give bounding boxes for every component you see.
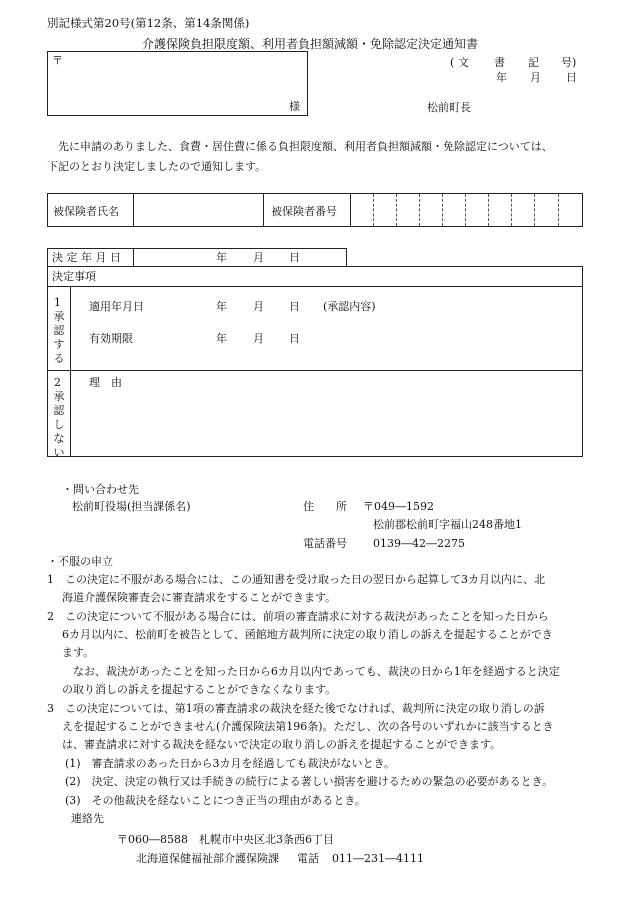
reason-label: 理 由 [89, 376, 122, 389]
decision-matters-label: 決定事項 [52, 270, 96, 283]
appeal-line: (1) 審査請求のあった日から3カ月を経過しても裁決がないとき。 [65, 757, 396, 770]
doc-number-bun: 文 [458, 56, 469, 69]
approve-char: 承 [53, 310, 65, 323]
digit-separator [511, 194, 512, 226]
insured-table-divider [263, 193, 264, 227]
appeal-line: (2) 決定、決定の執行又は手続きの続行による著しい損害を避けるための緊急の必要があるとき。 [65, 775, 554, 788]
appeal-line: なお、裁決があったことを知った日から6カ月以内であっても、裁決の日から1年を経過すると決定 [62, 665, 560, 678]
decision-date-month: 月 [253, 251, 264, 264]
valid-period-month: 月 [253, 332, 264, 345]
reject-char: 認 [53, 404, 65, 417]
digit-separator [442, 194, 443, 226]
contact-phone: 0139―42―2275 [373, 537, 465, 550]
decision-date-day: 日 [289, 251, 300, 264]
appeal-line: (3) その他裁決を経ないことにつき正当の理由があるとき。 [65, 794, 366, 807]
approve-char: す [53, 338, 65, 351]
hokkaido-phone-label: 電話 [297, 852, 319, 865]
reject-vertical-label [52, 390, 66, 460]
reject-number: 2 [54, 376, 61, 389]
issue-date-month: 月 [530, 71, 541, 84]
digit-separator [488, 194, 489, 226]
approve-number: 1 [54, 296, 61, 309]
approve-char: 認 [53, 324, 65, 337]
issue-date-day: 日 [566, 71, 577, 84]
decision-matters-table [47, 266, 583, 457]
appeal-line: えを提起することができません(介護保険法第196条)。ただし、次の各号のいずれかに該当するとき [62, 720, 554, 733]
valid-period-day: 日 [289, 332, 300, 345]
decision-date-year: 年 [216, 251, 227, 264]
reject-char: い [53, 446, 65, 459]
apply-date-label: 適用年月日 [89, 300, 144, 313]
contact-phone-label: 電話番号 [303, 537, 347, 550]
digit-separator [534, 194, 535, 226]
hokkaido-department: 北海道保健福祉部介護保険課 [136, 852, 279, 865]
doc-number-sho: 書 [494, 56, 505, 69]
reject-char: し [53, 418, 65, 431]
intro-line-1: 先に申請のありました、食費・居住費に係る負担限度額、利用者負担額減額・免除認定については、 [58, 140, 553, 153]
reject-char: な [53, 432, 65, 445]
digit-separator [396, 194, 397, 226]
hokkaido-phone: 011―231―4111 [332, 852, 424, 865]
contact-address: 松前郡松前町字福山248番地1 [373, 518, 522, 531]
hokkaido-contact-label: 連絡先 [71, 812, 104, 825]
appeal-line: 3 この決定については、第1項の審査請求の裁決を経た後でなければ、裁判所に決定の取り消しの訴 [47, 702, 545, 715]
apply-date-year: 年 [216, 300, 227, 313]
number-column-divider [70, 286, 71, 457]
intro-line-2: 下記のとおり決定しましたので通知します。 [47, 160, 267, 173]
appeal-heading: ・不服の申立 [47, 555, 113, 568]
digit-separator [558, 194, 559, 226]
contact-heading: ・問い合わせ先 [62, 483, 139, 496]
reject-char: 承 [53, 390, 65, 403]
document-title: 介護保険負担限度額、利用者負担額減額・免除認定決定通知書 [142, 37, 479, 51]
contact-office: 松前町役場(担当課係名) [72, 500, 191, 513]
decision-date-label: 決 定 年 月 日 [52, 251, 121, 264]
appeal-line: の取り消しの訴えを提起することができなくなります。 [62, 683, 337, 696]
digit-separator [419, 194, 420, 226]
digit-separator [373, 194, 374, 226]
apply-date-month: 月 [253, 300, 264, 313]
issuer-name: 松前町長 [427, 101, 471, 114]
appeal-line: ます。 [62, 646, 95, 659]
insured-number-label: 被保険者番号 [271, 205, 337, 218]
approval-content-label: (承認内容) [323, 300, 376, 313]
doc-number-ki: 記 [528, 56, 539, 69]
insured-name-label: 被保険者氏名 [53, 205, 119, 218]
matters-header-divider [47, 286, 583, 287]
valid-period-label: 有効期限 [89, 332, 133, 345]
digit-separator [465, 194, 466, 226]
appeal-line: 1 この決定に不服がある場合には、この通知書を受け取った日の翌日から起算して3カ月以内に、北 [47, 573, 545, 586]
form-number: 別記様式第20号(第12条、第14条関係) [47, 16, 250, 30]
insured-table-divider [133, 193, 134, 227]
contact-postal: 〒049―1592 [363, 500, 434, 513]
decision-date-divider [133, 248, 134, 267]
hokkaido-postal-address: 〒060―8588 札幌市中央区北3条西6丁目 [117, 833, 334, 846]
approve-char: る [53, 352, 65, 365]
appeal-line: 海道介護保険審査会に審査請求をすることができます。 [62, 591, 337, 604]
appeal-line: 2 この決定について不服がある場合には、前項の審査請求に対する裁決があったことを知った日から [47, 610, 549, 623]
appeal-line: 6カ月以内に、松前町を被告として、函館地方裁判所に決定の取り消しの訴えを提起することができ [62, 628, 553, 641]
insured-table-divider [350, 193, 351, 227]
valid-period-year: 年 [216, 332, 227, 345]
issue-date-year: 年 [496, 71, 507, 84]
doc-number-open-paren: ( [450, 56, 455, 69]
apply-date-day: 日 [289, 300, 300, 313]
approve-reject-divider [47, 370, 583, 371]
appeal-line: は、審査請求に対する裁決を経ないで決定の取り消しの訴えを提起することができます。 [62, 738, 502, 751]
recipient-honorific: 様 [289, 100, 300, 113]
recipient-address-box [47, 51, 308, 116]
postal-mark: 〒 [52, 54, 63, 67]
doc-number-go: 号) [561, 56, 577, 69]
contact-address-label: 住 所 [303, 500, 347, 513]
approve-vertical-label [52, 310, 66, 366]
